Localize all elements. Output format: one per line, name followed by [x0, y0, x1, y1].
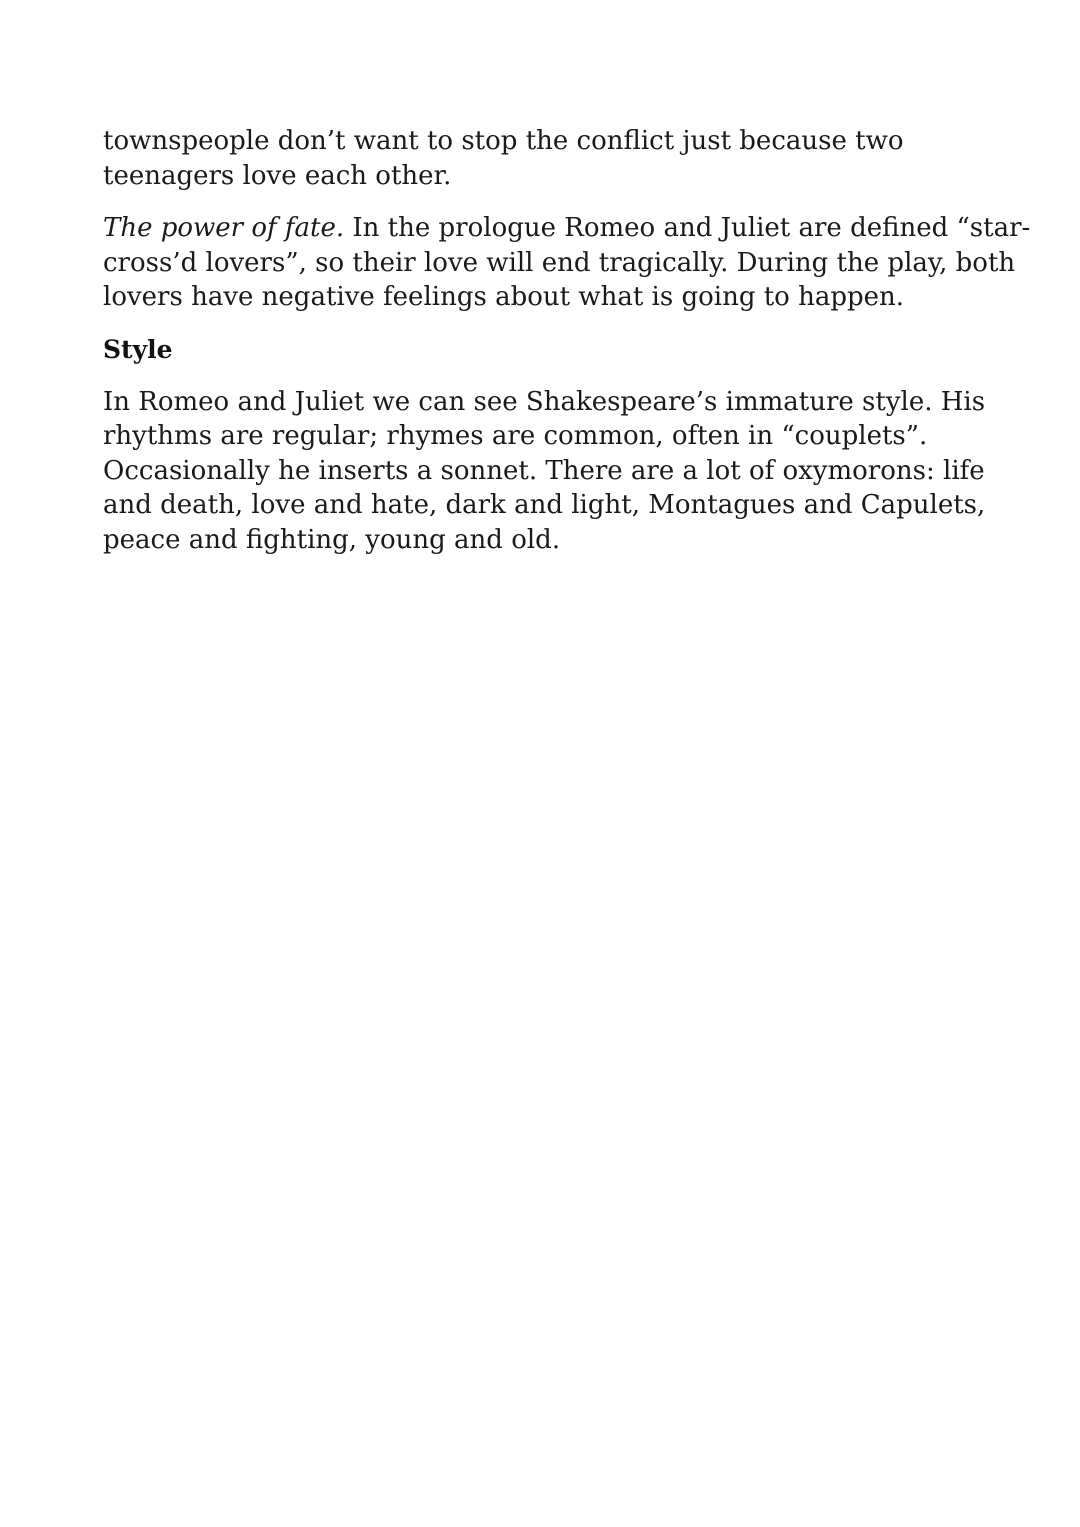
text-line: Occasionally he inserts a sonnet. There are a lot of oxymorons: life [103, 455, 985, 486]
text-line [103, 211, 1031, 246]
text-line: lovers have negative feelings about what is going to happen. [103, 282, 905, 312]
paragraph-conflict [103, 124, 983, 193]
text-line: cross’d lovers”, so their love will end tragically. During the play, both [103, 247, 1016, 278]
italic-lead-phrase: The power of fate. [103, 213, 345, 243]
text-run: In the prologue Romeo and Juliet are defined “star- [344, 213, 1031, 243]
text-line: peace and fighting, young and old. [103, 524, 561, 555]
paragraph-style [103, 385, 986, 558]
text-line: In Romeo and Juliet we can see Shakespeare’s immature style. His [103, 386, 986, 417]
section-heading-style: Style [103, 334, 173, 364]
document-body [103, 124, 1031, 575]
text-line: townspeople don’t want to stop the conflict just because two [103, 126, 904, 156]
text-line: teenagers love each other. [103, 160, 452, 191]
text-line: rhythms are regular; rhymes are common, often in “couplets”. [103, 421, 928, 451]
paragraph-power-of-fate [103, 211, 1031, 315]
text-line: and death, love and hate, dark and light, Montagues and Capulets, [103, 490, 986, 520]
